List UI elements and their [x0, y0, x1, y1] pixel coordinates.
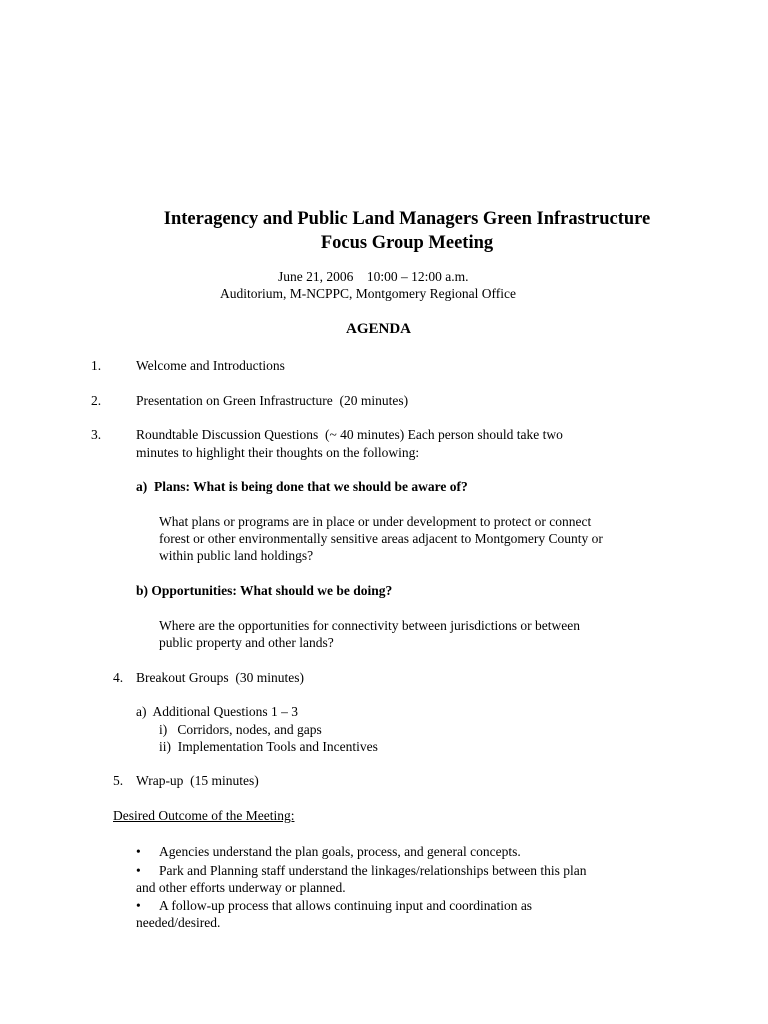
- bullet-icon: •: [136, 863, 141, 878]
- outcome-bullet-2-line1: Park and Planning staff understand the linkages/relationships between this plan: [159, 863, 587, 878]
- agenda-item-number: 2.: [91, 393, 102, 408]
- document-title-line2: Focus Group Meeting: [320, 233, 494, 253]
- outcome-bullet-1: Agencies understand the plan goals, process, and general concepts.: [159, 844, 521, 859]
- question-a-text-line3: within public land holdings?: [159, 548, 314, 563]
- question-b-text-line1: Where are the opportunities for connectivity between jurisdictions or between: [159, 618, 580, 633]
- outcome-heading: Desired Outcome of the Meeting:: [113, 808, 295, 823]
- question-b-heading: b) Opportunities: What should we be doing?: [136, 583, 393, 598]
- agenda-item-number: 3.: [91, 427, 102, 442]
- document-title-line1: Interagency and Public Land Managers Green Infrastructure: [163, 209, 651, 229]
- meeting-location: Auditorium, M-NCPPC, Montgomery Regional Office: [220, 286, 516, 301]
- agenda-item-breakout: Breakout Groups (30 minutes): [136, 670, 304, 685]
- question-a-text-line2: forest or other environmentally sensitive areas adjacent to Montgomery County or: [159, 531, 603, 546]
- breakout-implementation: ii) Implementation Tools and Incentives: [159, 739, 378, 754]
- question-a-text-line1: What plans or programs are in place or under development to protect or connect: [159, 514, 592, 529]
- agenda-item-welcome: Welcome and Introductions: [136, 358, 285, 373]
- agenda-item-presentation: Presentation on Green Infrastructure (20 minutes): [136, 393, 409, 408]
- breakout-additional-questions: a) Additional Questions 1 – 3: [136, 704, 298, 719]
- bullet-icon: •: [136, 844, 141, 859]
- agenda-item-number: 4.: [113, 670, 124, 685]
- question-a-heading: a) Plans: What is being done that we should be aware of?: [136, 479, 468, 494]
- question-b-text-line2: public property and other lands?: [159, 635, 334, 650]
- outcome-bullet-3-line1: A follow-up process that allows continuing input and coordination as: [159, 898, 533, 913]
- agenda-item-number: 1.: [91, 358, 102, 373]
- breakout-corridors: i) Corridors, nodes, and gaps: [159, 722, 322, 737]
- agenda-item-wrapup: Wrap-up (15 minutes): [136, 773, 259, 788]
- agenda-item-number: 5.: [113, 773, 124, 788]
- agenda-item-roundtable-line1: Roundtable Discussion Questions (~ 40 minutes) Each person should take two: [136, 427, 563, 442]
- outcome-bullet-3-line2: needed/desired.: [136, 915, 221, 930]
- agenda-item-roundtable-line2: minutes to highlight their thoughts on the following:: [136, 445, 420, 460]
- meeting-date-time: June 21, 2006 10:00 – 12:00 a.m.: [278, 269, 469, 284]
- agenda-heading: AGENDA: [346, 321, 412, 337]
- outcome-bullet-2-line2: and other efforts underway or planned.: [136, 880, 346, 895]
- bullet-icon: •: [136, 898, 141, 913]
